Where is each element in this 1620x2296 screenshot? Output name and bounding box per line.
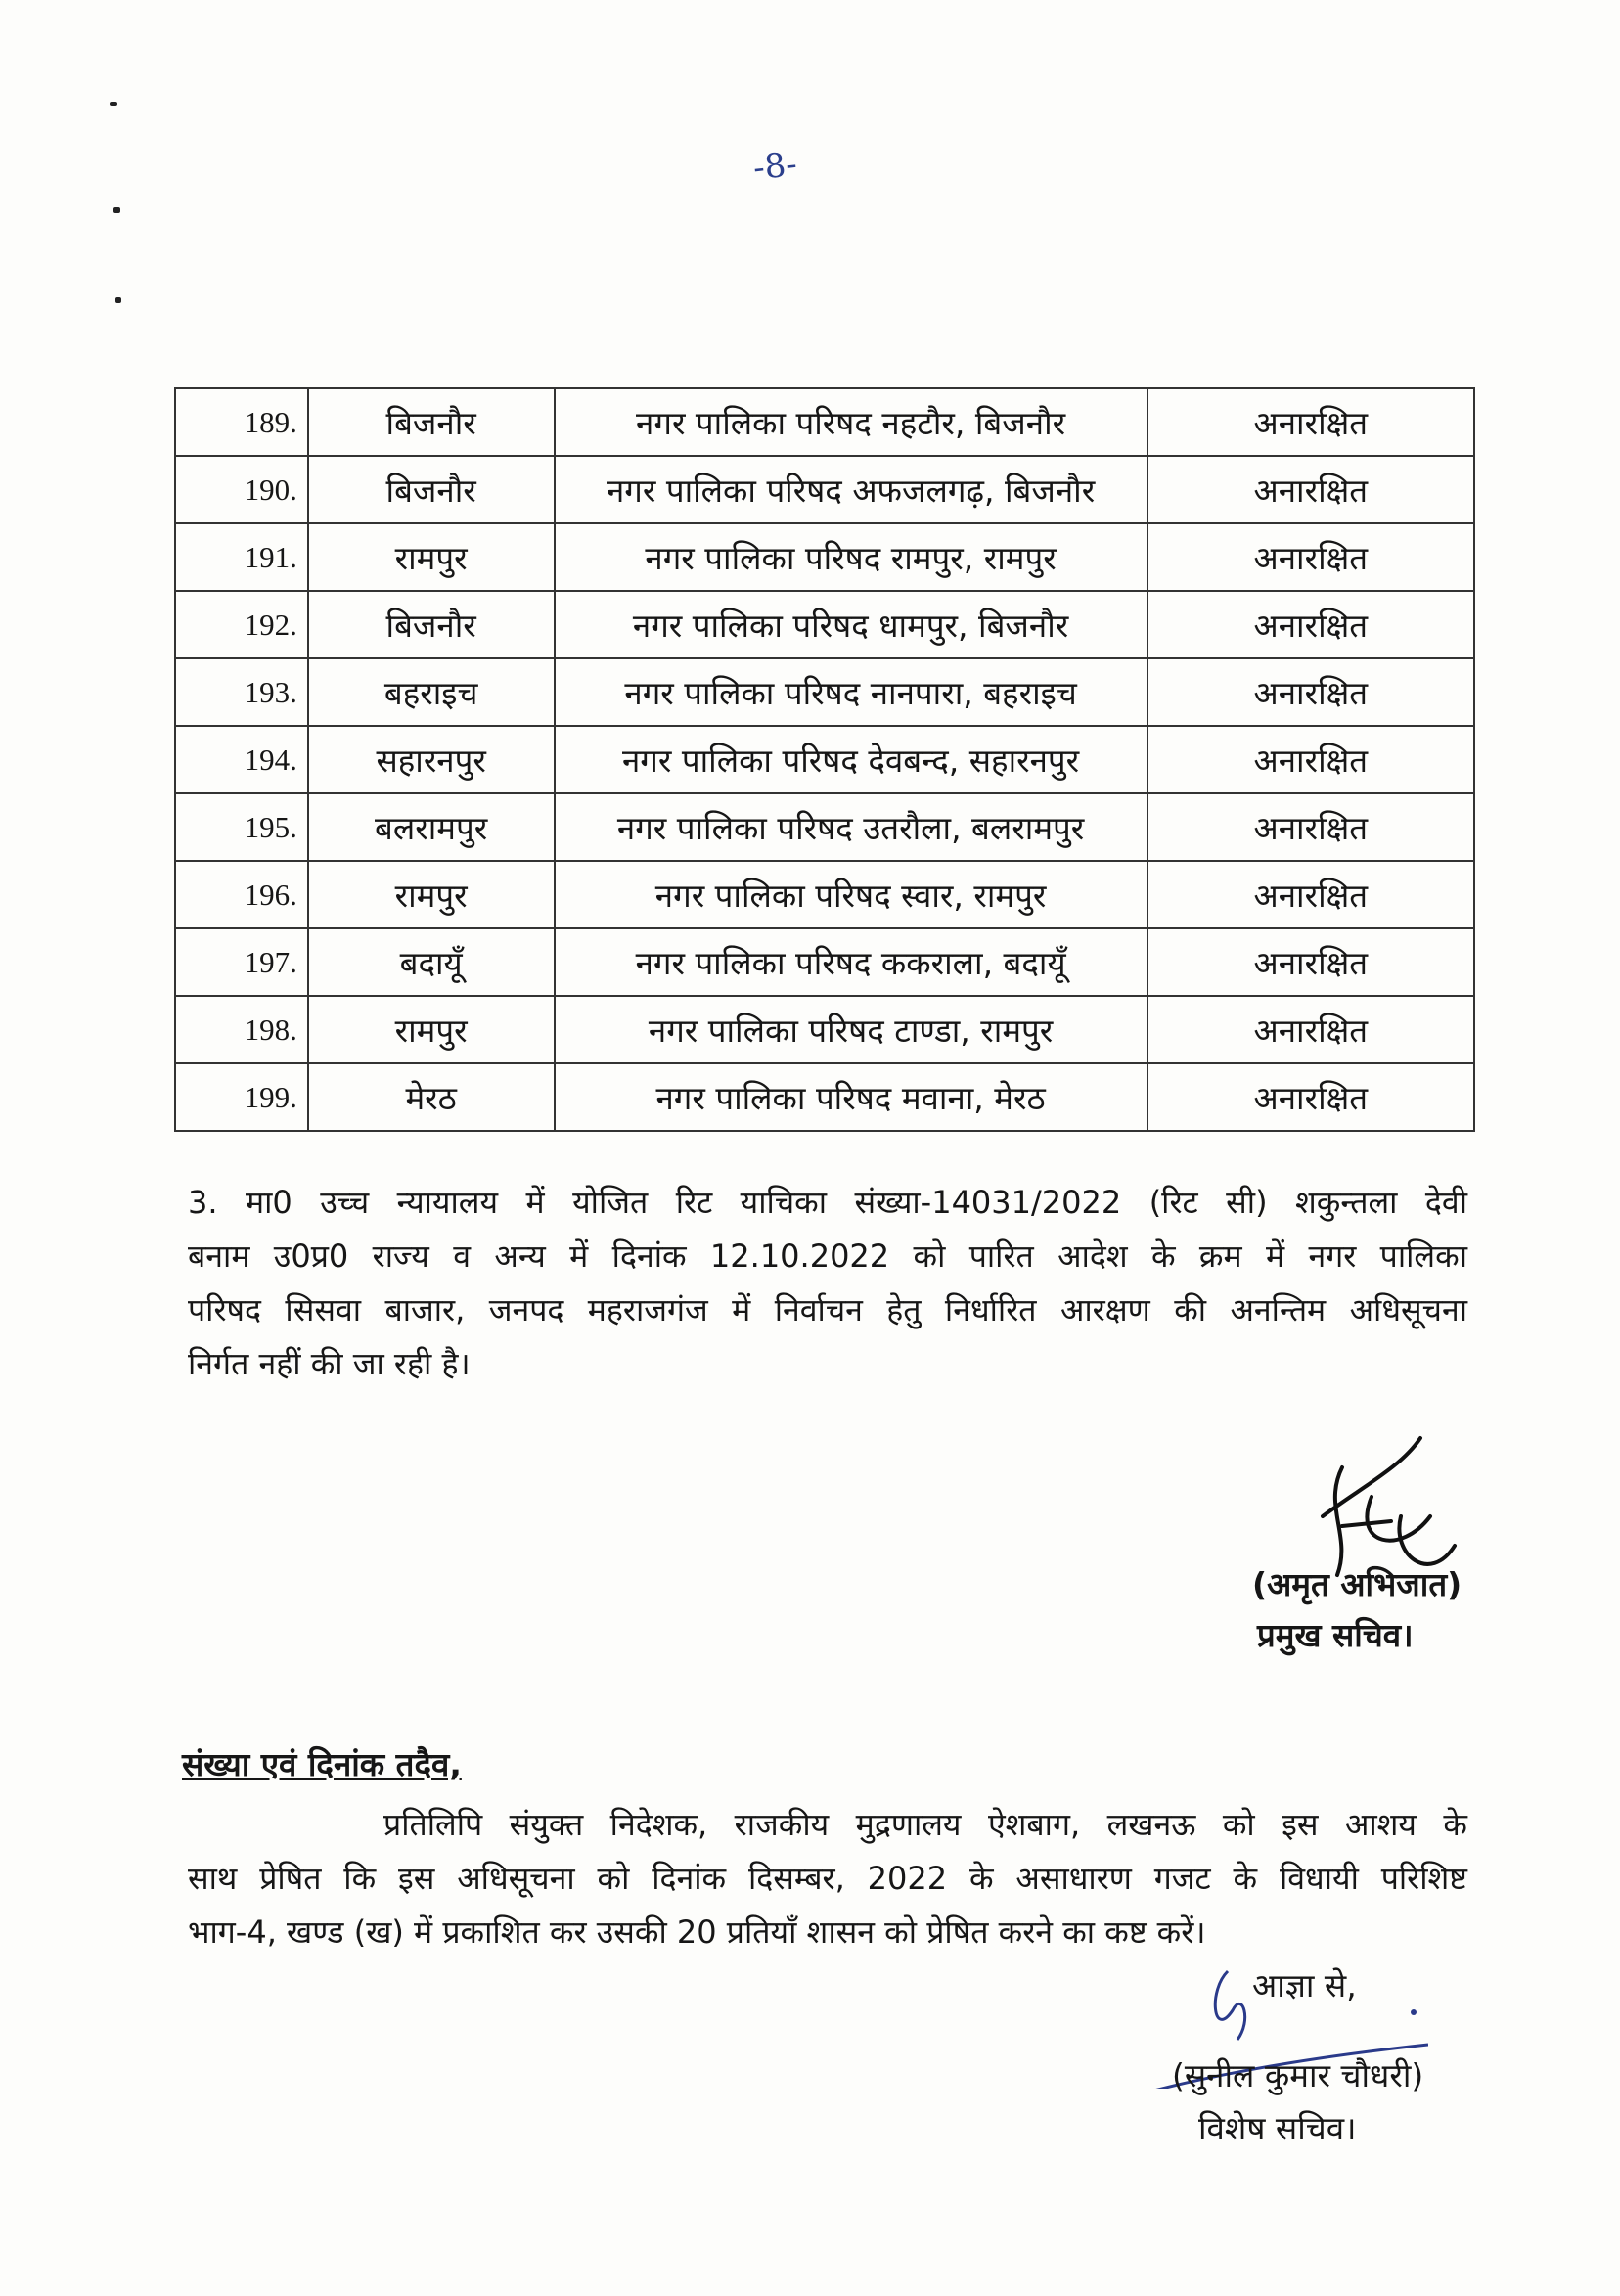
signatory1-name: (अमृत अभिजात) — [1252, 1565, 1462, 1603]
category-cell: अनारक्षित — [1148, 996, 1474, 1063]
reference-line: भाग-4, खण्ड (ख) में प्रकाशित कर उसकी 20 प्रतियाँ शासन को प्रेषित करने का कष्ट करें। — [188, 1913, 1206, 1951]
category-cell: अनारक्षित — [1148, 726, 1474, 793]
margin-mark — [110, 102, 117, 106]
table-row — [175, 658, 1474, 726]
municipal-body-cell: नगर पालिका परिषद ककराला, बदायूँ — [555, 928, 1148, 996]
paragraph-line: निर्गत नहीं की जा रही है। — [188, 1345, 471, 1382]
serial-cell: 192. — [175, 591, 308, 658]
district-cell: बिजनौर — [308, 388, 555, 456]
municipal-body-cell: नगर पालिका परिषद टाण्डा, रामपुर — [555, 996, 1148, 1063]
serial-cell: 190. — [175, 456, 308, 523]
table-row — [175, 928, 1474, 996]
municipal-body-cell: नगर पालिका परिषद देवबन्द, सहारनपुर — [555, 726, 1148, 793]
municipal-body-cell: नगर पालिका परिषद अफजलगढ़, बिजनौर — [555, 456, 1148, 523]
paragraph-line: 3. मा0 उच्च न्यायालय में योजित रिट याचिका संख्या-14031/2022 (रिट सी) शकुन्तला देवी — [188, 1184, 1467, 1221]
table-row — [175, 726, 1474, 793]
table-row — [175, 996, 1474, 1063]
municipal-body-cell: नगर पालिका परिषद नहटौर, बिजनौर — [555, 388, 1148, 456]
district-cell: बदायूँ — [308, 928, 555, 996]
reference-line: साथ प्रेषित कि इस अधिसूचना को दिनांक दिसम्बर, 2022 के असाधारण गजट के विधायी परिशिष्ट — [188, 1860, 1467, 1897]
municipal-body-cell: नगर पालिका परिषद स्वार, रामपुर — [555, 861, 1148, 928]
table-row — [175, 861, 1474, 928]
district-cell: बलरामपुर — [308, 793, 555, 861]
category-cell: अनारक्षित — [1148, 456, 1474, 523]
page-number: -8- — [751, 144, 799, 189]
signatory1-designation: प्रमुख सचिव। — [1257, 1616, 1414, 1654]
category-cell: अनारक्षित — [1148, 1063, 1474, 1131]
reference-heading: संख्या एवं दिनांक तदैव, — [182, 1745, 462, 1783]
category-cell: अनारक्षित — [1148, 928, 1474, 996]
municipal-body-cell: नगर पालिका परिषद नानपारा, बहराइच — [555, 658, 1148, 726]
signatory2-designation: विशेष सचिव। — [1198, 2109, 1357, 2147]
table-row — [175, 523, 1474, 591]
table-row — [175, 1063, 1474, 1131]
district-cell: बहराइच — [308, 658, 555, 726]
municipal-body-cell: नगर पालिका परिषद मवाना, मेरठ — [555, 1063, 1148, 1131]
category-cell: अनारक्षित — [1148, 793, 1474, 861]
reference-line: प्रतिलिपि संयुक्त निदेशक, राजकीय मुद्रणालय ऐशबाग, लखनऊ को इस आशय के — [383, 1806, 1467, 1843]
table-row — [175, 456, 1474, 523]
margin-mark — [113, 207, 120, 213]
margin-mark — [115, 297, 121, 303]
reservation-table — [174, 387, 1475, 1132]
serial-cell: 197. — [175, 928, 308, 996]
serial-cell: 194. — [175, 726, 308, 793]
district-cell: बिजनौर — [308, 591, 555, 658]
district-cell: रामपुर — [308, 861, 555, 928]
district-cell: रामपुर — [308, 523, 555, 591]
table-row — [175, 793, 1474, 861]
category-cell: अनारक्षित — [1148, 658, 1474, 726]
serial-cell: 189. — [175, 388, 308, 456]
municipal-body-cell: नगर पालिका परिषद रामपुर, रामपुर — [555, 523, 1148, 591]
serial-cell: 196. — [175, 861, 308, 928]
order-by: आज्ञा से, — [1252, 1966, 1357, 2004]
district-cell: सहारनपुर — [308, 726, 555, 793]
table-row — [175, 591, 1474, 658]
municipal-body-cell: नगर पालिका परिषद धामपुर, बिजनौर — [555, 591, 1148, 658]
paragraph-3 — [188, 1176, 1467, 1391]
serial-cell: 195. — [175, 793, 308, 861]
category-cell: अनारक्षित — [1148, 861, 1474, 928]
district-cell: रामपुर — [308, 996, 555, 1063]
table-row — [175, 388, 1474, 456]
serial-cell: 199. — [175, 1063, 308, 1131]
paragraph-line: बनाम उ0प्र0 राज्य व अन्य में दिनांक 12.10.2022 को पारित आदेश के क्रम में नगर पालिका — [188, 1238, 1467, 1275]
municipal-body-cell: नगर पालिका परिषद उतरौला, बलरामपुर — [555, 793, 1148, 861]
serial-cell: 193. — [175, 658, 308, 726]
category-cell: अनारक्षित — [1148, 523, 1474, 591]
reference-paragraph — [188, 1798, 1467, 1959]
serial-cell: 191. — [175, 523, 308, 591]
serial-cell: 198. — [175, 996, 308, 1063]
signatory2-name: (सुनील कुमार चौधरी) — [1172, 2056, 1424, 2094]
district-cell: मेरठ — [308, 1063, 555, 1131]
paragraph-line: परिषद सिसवा बाजार, जनपद महराजगंज में निर्वाचन हेतु निर्धारित आरक्षण की अनन्तिम अधिसूचना — [188, 1291, 1467, 1328]
category-cell: अनारक्षित — [1148, 388, 1474, 456]
district-cell: बिजनौर — [308, 456, 555, 523]
category-cell: अनारक्षित — [1148, 591, 1474, 658]
